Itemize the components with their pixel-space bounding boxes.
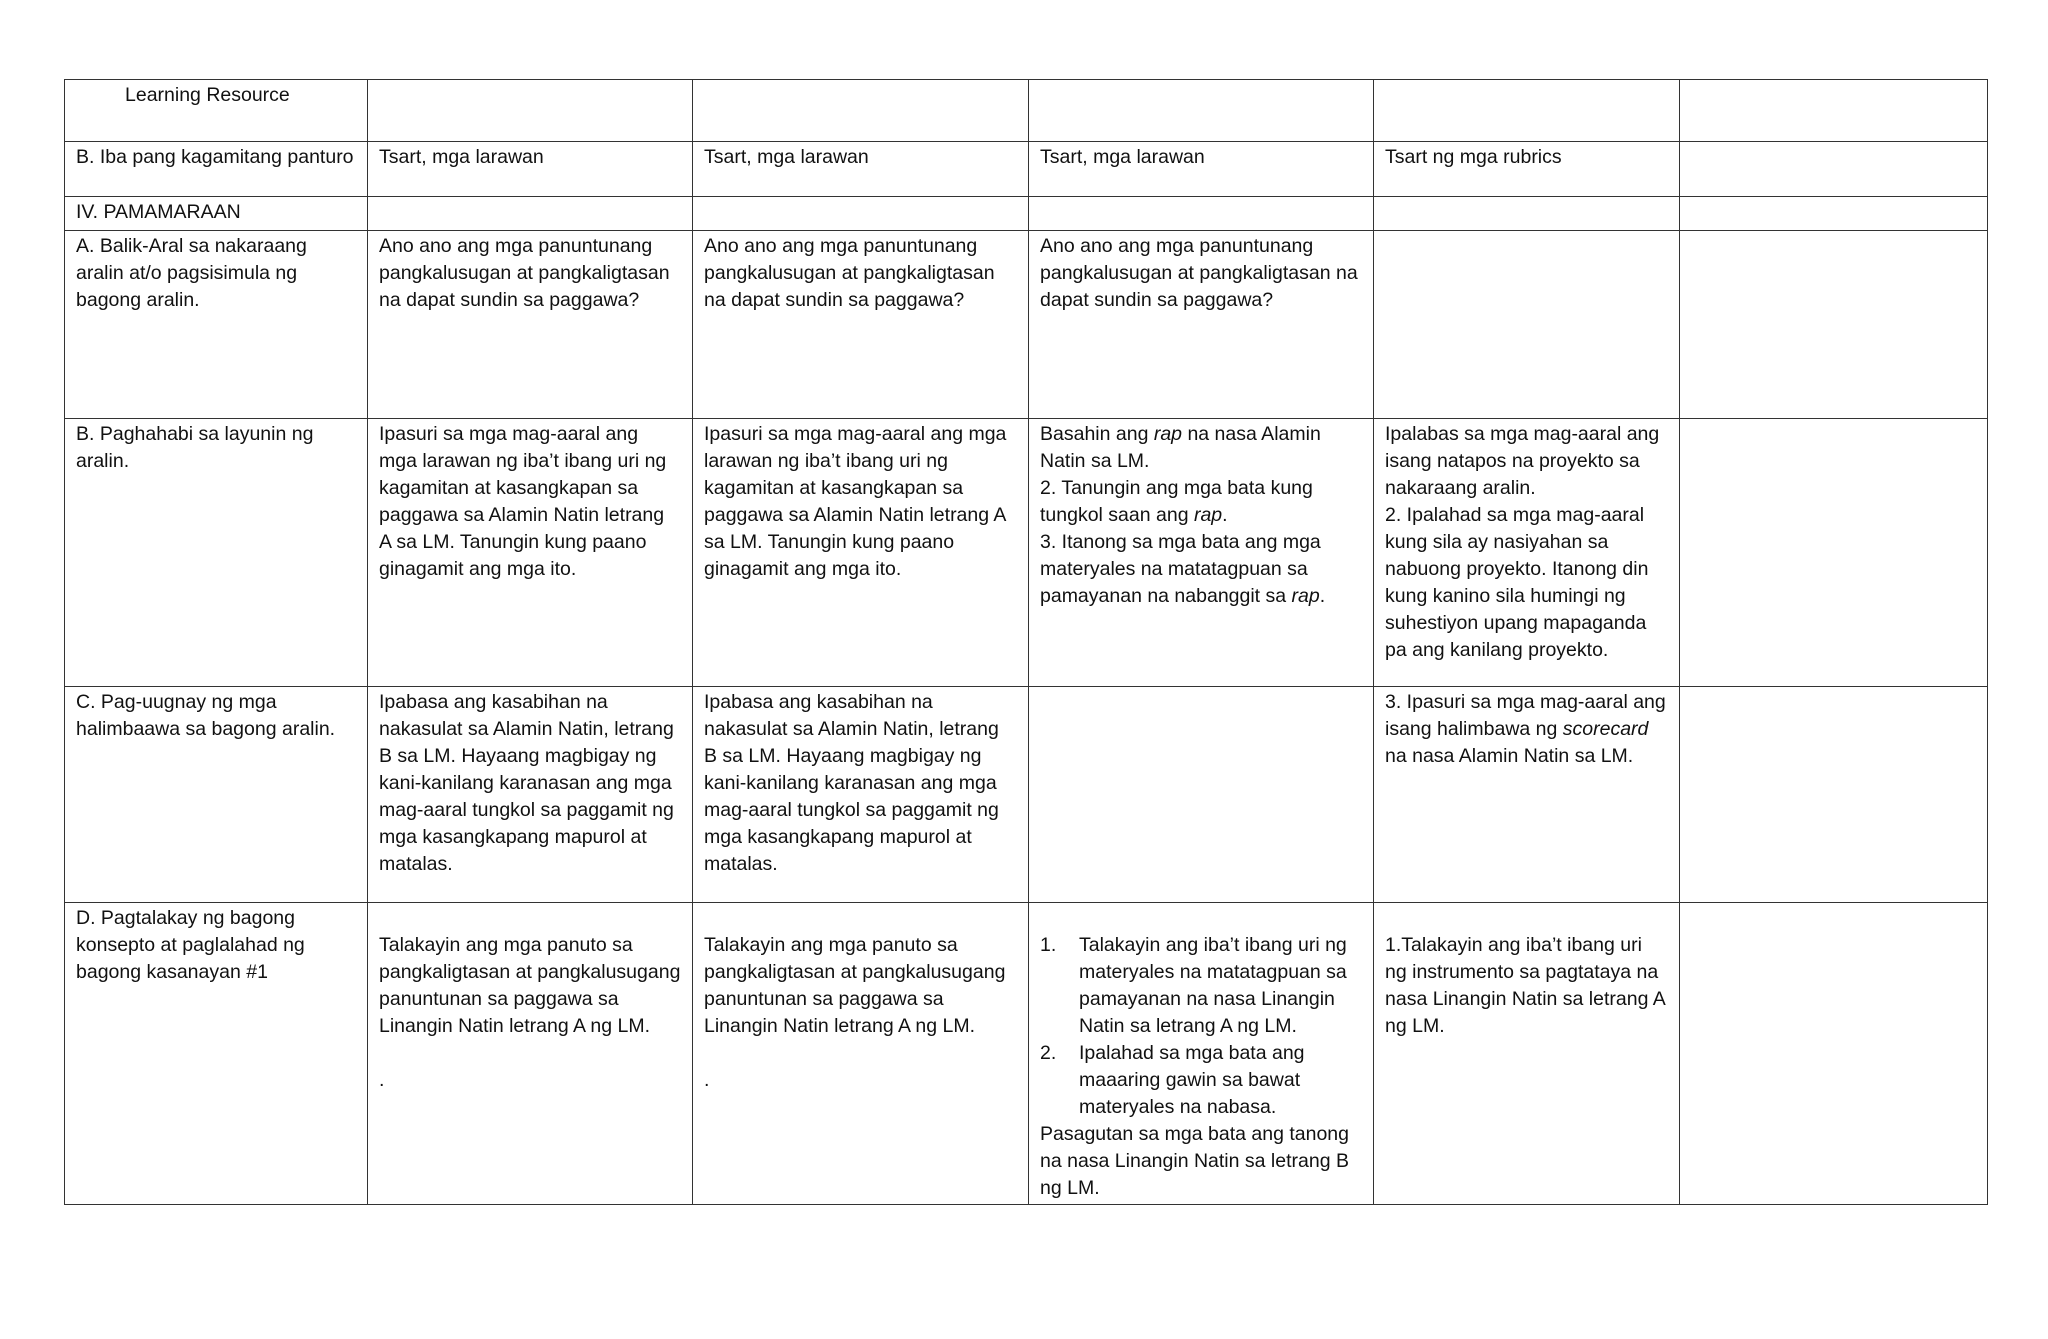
table-cell: Tsart, mga larawan [693, 142, 1029, 197]
table-cell [1029, 197, 1374, 231]
table-cell: Ipasuri sa mga mag-aaral ang mga larawan ng iba’t ibang uri ng kagamitan at kasangkapan sa paggawa sa Alamin Natin letrang A sa LM. Tanungin kung paano ginagamit ang mga ito. [693, 419, 1029, 687]
table-cell: Ano ano ang mga panuntunang pangkalusugan at pangkaligtasan na dapat sundin sa paggawa? [693, 231, 1029, 419]
row-label: B. Iba pang kagamitang panturo [65, 142, 368, 197]
table-cell: Tsart ng mga rubrics [1374, 142, 1680, 197]
table-row [65, 80, 1988, 142]
table-cell [368, 197, 693, 231]
cell-line: Basahin ang rap na nasa Alamin Natin sa LM. [1040, 423, 1321, 472]
table-cell: Talakayin ang mga panuto sa pangkaligtasan at pangkalusugang panuntunan sa paggawa sa Linangin Natin letrang A ng LM. . [693, 903, 1029, 1205]
row-label: B. Paghahabi sa layunin ng aralin. [65, 419, 368, 687]
row-label: A. Balik-Aral sa nakaraang aralin at/o pagsisimula ng bagong aralin. [65, 231, 368, 419]
cell-line: 2. Tanungin ang mga bata kung tungkol saan ang rap. [1040, 477, 1313, 526]
table-cell [1680, 80, 1988, 142]
table-cell [1029, 80, 1374, 142]
table-cell: Ano ano ang mga panuntunang pangkalusugan at pangkaligtasan na dapat sundin sa paggawa? [368, 231, 693, 419]
cell-line: 2. Ipalahad sa mga mag-aaral kung sila ay nasiyahan sa nabuong proyekto. Itanong din kung kanino sila humingi ng suhestiyon upang mapaganda pa ang kanilang proyekto. [1385, 504, 1649, 661]
list-item: 1. Talakayin ang iba’t ibang uri ng materyales na matatagpuan sa pamayanan na nasa Linangin Natin sa letrang A ng LM. [1040, 934, 1347, 1037]
table-row [65, 687, 1988, 903]
table-cell [693, 197, 1029, 231]
table-cell [1374, 419, 1680, 687]
table-cell [1680, 903, 1988, 1205]
row-label-text: Learning Resource [125, 84, 290, 106]
section-heading: IV. PAMAMARAAN [65, 197, 368, 231]
table-cell [1680, 142, 1988, 197]
table-cell [1680, 231, 1988, 419]
table-row [65, 903, 1988, 1205]
table-cell: Ipabasa ang kasabihan na nakasulat sa Alamin Natin, letrang B sa LM. Hayaang magbigay ng kani-kanilang karanasan ang mga mag-aaral tungkol sa paggamit ng mga kasangkapang mapurol at matalas. [693, 687, 1029, 903]
list-item: 2. Ipalahad sa mga bata ang maaaring gawin sa bawat materyales na nabasa. [1040, 1042, 1305, 1118]
table-cell [1374, 197, 1680, 231]
table-cell: 1. Talakayin ang iba’t ibang uri ng materyales na matatagpuan sa pamayanan na nasa Linangin Natin sa letrang A ng LM. 2. Ipalahad sa mga bata ang maaaring gawin sa bawat materyales na nabasa. Pasagutan sa mga bata ang tanong na nasa Linangin Natin sa letrang B ng LM. [1029, 903, 1374, 1205]
trailing-dot: . [379, 1069, 385, 1091]
cell-line: 3. Itanong sa mga bata ang mga materyales na matatagpuan sa pamayanan na nabanggit sa rap. [1040, 531, 1326, 607]
table-row [65, 419, 1988, 687]
table-cell [1029, 419, 1374, 687]
table-cell [1680, 197, 1988, 231]
table-row [65, 231, 1988, 419]
row-label: D. Pagtalakay ng bagong konsepto at paglalahad ng bagong kasanayan #1 [65, 903, 368, 1205]
table-cell [1374, 80, 1680, 142]
trailing-dot: . [704, 1069, 710, 1091]
table-row [65, 197, 1988, 231]
table-cell [693, 80, 1029, 142]
row-label: C. Pag-uugnay ng mga halimbaawa sa bagong aralin. [65, 687, 368, 903]
table-cell: Ipasuri sa mga mag-aaral ang mga larawan ng iba’t ibang uri ng kagamitan at kasangkapan sa paggawa sa Alamin Natin letrang A sa LM. Tanungin kung paano ginagamit ang mga ito. [368, 419, 693, 687]
table-cell: Ano ano ang mga panuntunang pangkalusugan at pangkaligtasan na dapat sundin sa paggawa? [1029, 231, 1374, 419]
table-cell [1029, 687, 1374, 903]
lesson-plan-table [64, 79, 1988, 1205]
table-cell: Talakayin ang mga panuto sa pangkaligtasan at pangkalusugang panuntunan sa paggawa sa Linangin Natin letrang A ng LM. . [368, 903, 693, 1205]
table-cell [1680, 419, 1988, 687]
table-cell [1374, 231, 1680, 419]
table-cell [368, 80, 693, 142]
table-cell: Tsart, mga larawan [1029, 142, 1374, 197]
table-cell: Tsart, mga larawan [368, 142, 693, 197]
row-label [65, 80, 368, 142]
cell-line: Ipalabas sa mga mag-aaral ang isang natapos na proyekto sa nakaraang aralin. [1385, 423, 1660, 499]
table-row [65, 142, 1988, 197]
table-cell [1680, 687, 1988, 903]
table-cell: 1.Talakayin ang iba’t ibang uri ng instrumento sa pagtataya na nasa Linangin Natin sa letrang A ng LM. [1374, 903, 1680, 1205]
table-cell: 3. Ipasuri sa mga mag-aaral ang isang halimbawa ng scorecard na nasa Alamin Natin sa LM. [1374, 687, 1680, 903]
table-cell: Ipabasa ang kasabihan na nakasulat sa Alamin Natin, letrang B sa LM. Hayaang magbigay ng kani-kanilang karanasan ang mga mag-aaral tungkol sa paggamit ng mga kasangkapang mapurol at matalas. [368, 687, 693, 903]
